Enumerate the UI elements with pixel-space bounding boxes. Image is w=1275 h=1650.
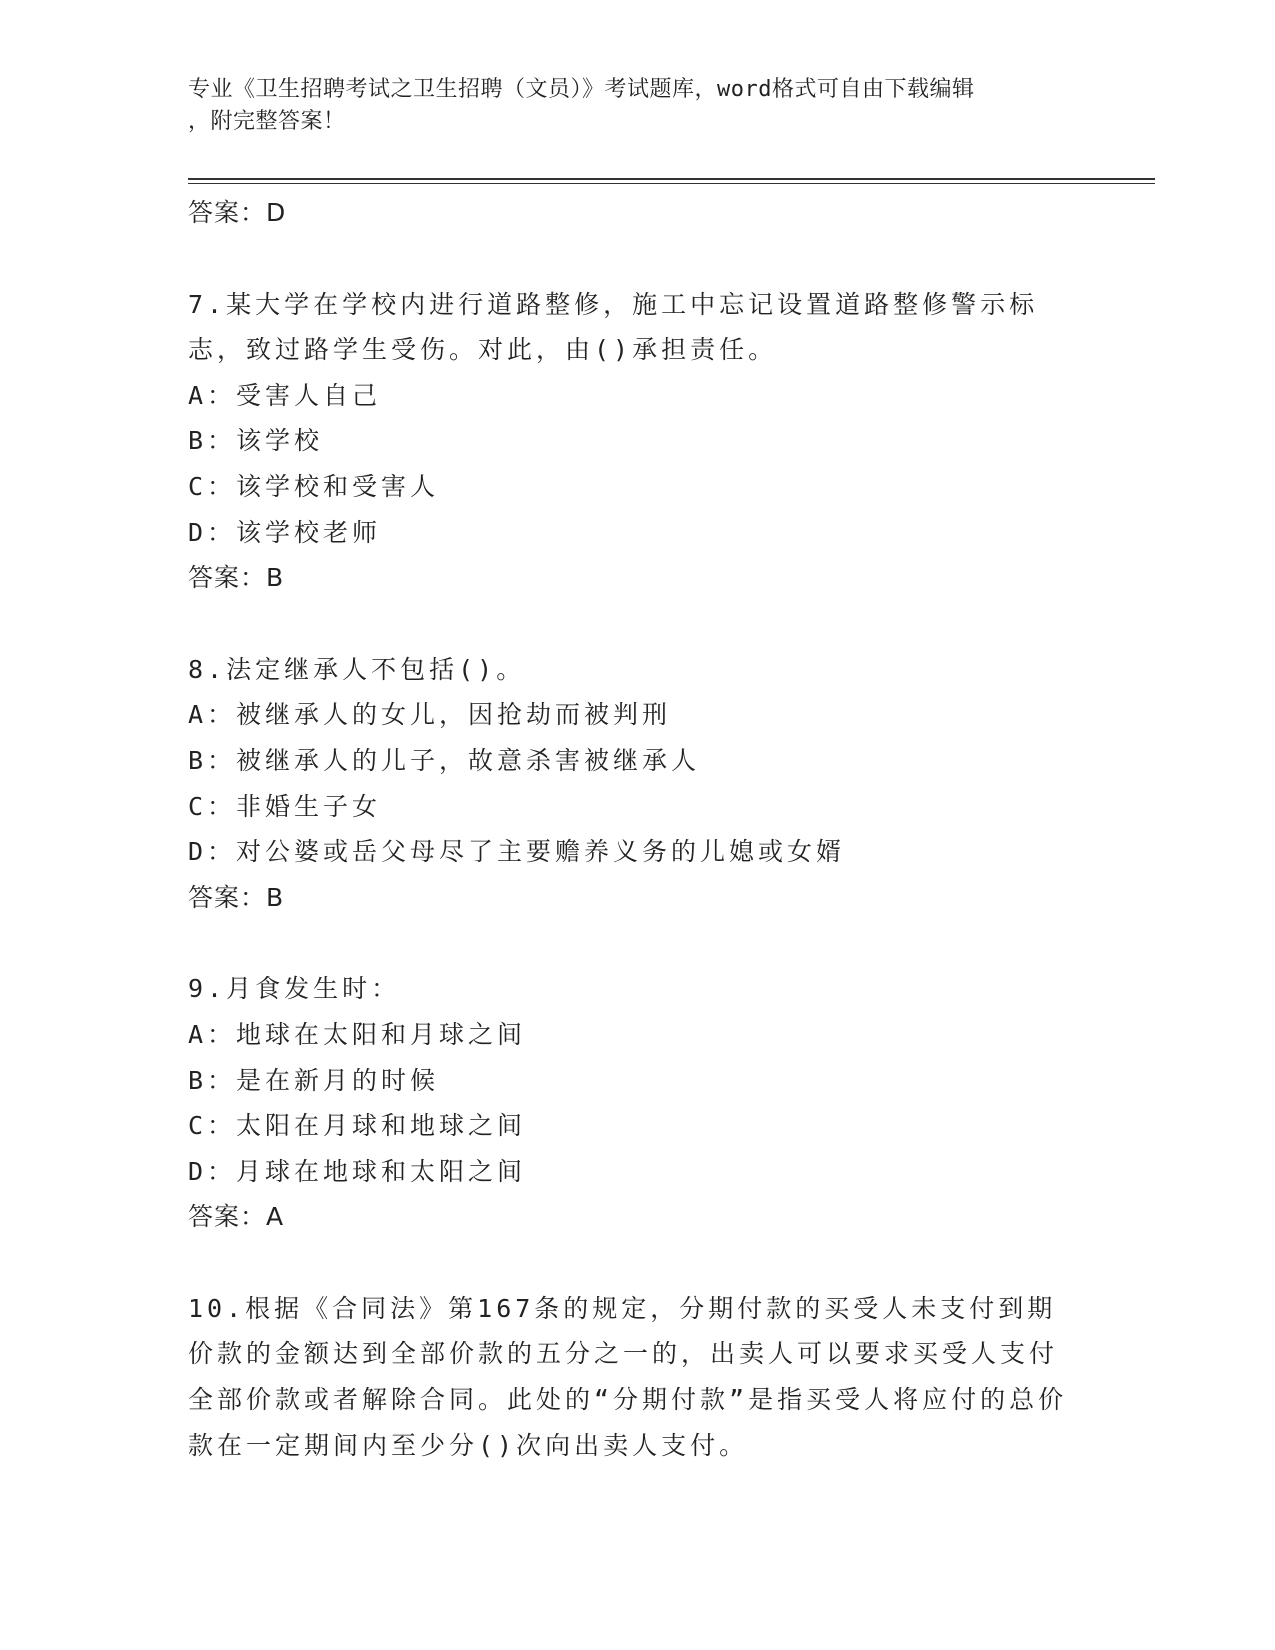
answer: 答案：A (188, 1202, 285, 1232)
answer: 答案：B (188, 563, 285, 593)
question-7 (188, 282, 1148, 601)
question-text: 9.月食发生时： (188, 974, 401, 1004)
option-c: C：该学校和受害人 (188, 471, 440, 501)
option-c: C：非婚生子女 (188, 791, 382, 821)
question-text: 10.根据《合同法》第167条的规定，分期付款的买受人未支付到期价款的金额达到全部价款的五分之一的，出卖人可以要求买受人支付全部价款或者解除合同。此处的“分期付款”是指买受人将应付的总价款在一定期间内至少分()次向出卖人支付。 (188, 1293, 1068, 1460)
previous-answer: 答案：D (188, 198, 287, 227)
question-text: 7.某大学在学校内进行道路整修，施工中忘记设置道路整修警示标志，致过路学生受伤。对此，由()承担责任。 (188, 289, 1039, 365)
option-c: C：太阳在月球和地球之间 (188, 1111, 527, 1141)
question-9 (188, 966, 1148, 1240)
answer: 答案：B (188, 882, 285, 912)
question-8 (188, 647, 1148, 921)
option-d: D：月球在地球和太阳之间 (188, 1156, 527, 1186)
option-d: D：该学校老师 (188, 517, 382, 547)
option-b: B：是在新月的时候 (188, 1065, 440, 1095)
header-divider-thin (188, 183, 1155, 184)
option-a: A：地球在太阳和月球之间 (188, 1019, 527, 1049)
question-10 (188, 1286, 1148, 1468)
header-line-2: ，附完整答案！ (188, 109, 346, 134)
option-a: A：被继承人的女儿，因抢劫而被判刑 (188, 700, 672, 730)
option-d: D：对公婆或岳父母尽了主要赡养义务的儿媳或女婿 (188, 837, 846, 867)
question-text: 8.法定继承人不包括()。 (188, 654, 526, 684)
document-header (188, 74, 1088, 138)
header-divider (188, 178, 1155, 180)
option-b: B：该学校 (188, 426, 324, 456)
document-content (188, 190, 1148, 1468)
option-a: A：受害人自己 (188, 380, 382, 410)
option-b: B：被继承人的儿子，故意杀害被继承人 (188, 745, 701, 775)
header-line-1: 专业《卫生招聘考试之卫生招聘（文员）》考试题库，word格式可自由下载编辑 (188, 77, 975, 102)
